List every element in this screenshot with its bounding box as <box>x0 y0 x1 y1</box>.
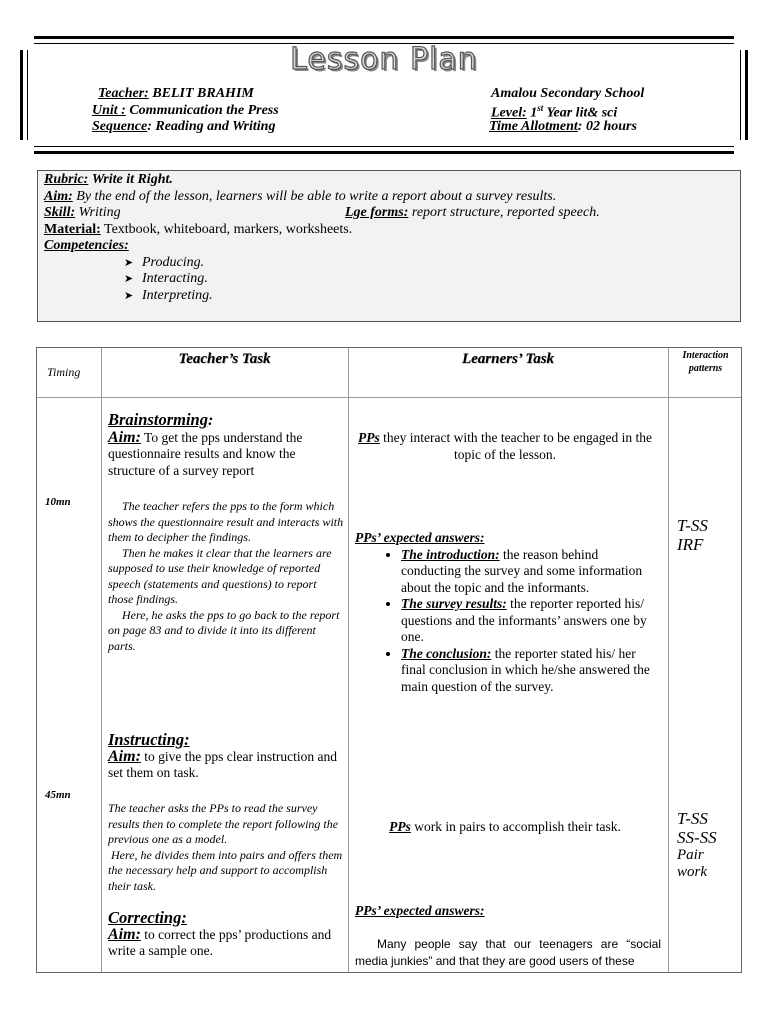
sequence-value: : Reading and Writing <box>147 119 276 134</box>
column-divider <box>101 348 102 972</box>
level-label: Level: <box>491 105 527 121</box>
learners-expected <box>355 530 661 695</box>
aim-value: By the end of the lesson, learners will be able to write a report about a survey results. <box>76 188 557 204</box>
level-value-a: 1 <box>530 105 538 121</box>
teacher-label: Teacher: <box>98 86 149 101</box>
header-learners-task: Learners’ Task <box>461 351 555 367</box>
material-value: Textbook, whiteboard, markers, worksheets. <box>104 221 353 237</box>
level-value-sup: st <box>537 103 544 113</box>
instructing-block <box>108 732 344 782</box>
section-title: Correcting: <box>108 908 187 927</box>
aim-text: to correct the pps’ productions and write a sample one. <box>108 926 332 958</box>
frame-corner-br <box>734 140 748 154</box>
skill-value: Writing <box>78 205 121 220</box>
time-label: Time Allotment <box>489 119 578 134</box>
rubric-line <box>44 172 734 189</box>
section-title: Instructing: <box>108 730 190 749</box>
teacher-notes: The teacher refers the pps to the form which shows the questionnaire result and interacts with them to decipher the findings. Then he makes it clear that the learners are supposed to use their knowledge of reported speech (statements and questions) to report those findings. Here, he asks the pps to go back to the report on page 83 and to divide it into its different parts. <box>108 499 344 653</box>
lesson-table <box>36 347 742 973</box>
lge-label: Lge forms: <box>345 205 409 220</box>
aim-text: to give the pps clear instruction and set them on task. <box>108 748 337 780</box>
material-label: Material: <box>44 221 101 237</box>
aim-label: Aim: <box>108 925 141 943</box>
teacher-line <box>98 86 254 102</box>
material-line <box>44 222 734 239</box>
pps-label: PPs <box>389 819 411 834</box>
competency-item: ➤ Interacting. <box>124 271 208 286</box>
rubric-box <box>37 170 741 322</box>
lge-value: report structure, reported speech. <box>411 205 600 220</box>
rubric-label: Rubric: <box>44 172 89 187</box>
skill-line <box>44 205 734 222</box>
page-title: Lesson Plan <box>290 42 478 77</box>
unit-label: Unit : <box>92 103 126 118</box>
section-title: Brainstorming <box>108 410 208 429</box>
header-teacher-task: Teacher’s Task <box>178 351 271 367</box>
teacher-value: BELIT BRAHIM <box>152 86 254 101</box>
sequence-label: Sequence <box>92 119 148 134</box>
expected-answers-label: PPs’ expected answers: <box>355 903 485 918</box>
sequence-line <box>92 119 275 135</box>
rubric-value: Write it Right. <box>91 172 173 187</box>
arrow-bullet-icon: ➤ <box>124 256 134 269</box>
frame-corner-bl <box>20 140 34 154</box>
level-value-b: Year lit& sci <box>546 105 618 121</box>
correcting-block <box>108 910 344 960</box>
list-item: • The survey results: the reporter reported his/ questions and the informants’ answers one by one. <box>401 596 661 646</box>
time-value: : 02 hours <box>577 119 637 134</box>
learners-pairwork: PPs work in pairs to accomplish their task. <box>389 819 621 834</box>
list-item: • The conclusion: the reporter stated his/ her final conclusion in which he/she answered the main question of the survey. <box>401 646 661 696</box>
expected-answers-label: PPs’ expected answers: <box>355 530 485 545</box>
skill-label: Skill: <box>44 205 76 220</box>
learners-expected-2 <box>355 903 661 920</box>
learners-intro: PPs they interact with the teacher to be engaged in the topic of the lesson. <box>358 430 652 462</box>
school-name: Amalou Secondary School <box>491 86 645 101</box>
sample-answer: Many people say that our teenagers are “social media junkies” and that they are good users of these <box>355 937 661 968</box>
brainstorming-block: Brainstorming: Aim: To get the pps understand the questionnaire results and know the structure of a survey report <box>108 410 303 478</box>
interaction-pattern: T-SS IRF <box>677 516 708 554</box>
header-interaction: Interaction patterns <box>682 350 729 374</box>
competencies-line <box>44 238 734 255</box>
header-row-divider <box>37 397 741 398</box>
aim-text: To get the pps understand the questionnaire results and know the structure of a survey report <box>108 429 303 478</box>
arrow-bullet-icon: ➤ <box>124 289 134 302</box>
column-divider <box>668 348 669 972</box>
list-item: • The introduction: the reason behind conducting the survey and some information about the topic and the informants. <box>401 547 661 597</box>
interaction-pattern: T-SS SS-SS Pair work <box>677 809 717 880</box>
timing-value: 45mn <box>45 789 71 801</box>
column-divider <box>348 348 349 972</box>
header-timing: Timing <box>47 365 81 379</box>
teacher-notes: The teacher asks the PPs to read the survey results then to complete the report following the previous one as a model. Here, he divides them into pairs and offers them the necessary help and support to accomplish their task. <box>108 801 343 893</box>
aim-label: Aim: <box>108 428 141 446</box>
unit-line <box>92 103 279 119</box>
competency-item: ➤ Interpreting. <box>124 287 213 303</box>
timing-value: 10mn <box>45 496 71 508</box>
competencies-label: Competencies: <box>44 238 129 253</box>
arrow-bullet-icon: ➤ <box>124 273 134 285</box>
aim-label: Aim: <box>44 188 73 204</box>
competency-item: ➤ Producing. <box>124 254 205 270</box>
pps-label: PPs <box>358 430 380 445</box>
aim-label: Aim: <box>108 747 141 765</box>
unit-value: Communication the Press <box>129 103 279 118</box>
time-line <box>489 119 637 135</box>
aim-line <box>44 189 734 206</box>
